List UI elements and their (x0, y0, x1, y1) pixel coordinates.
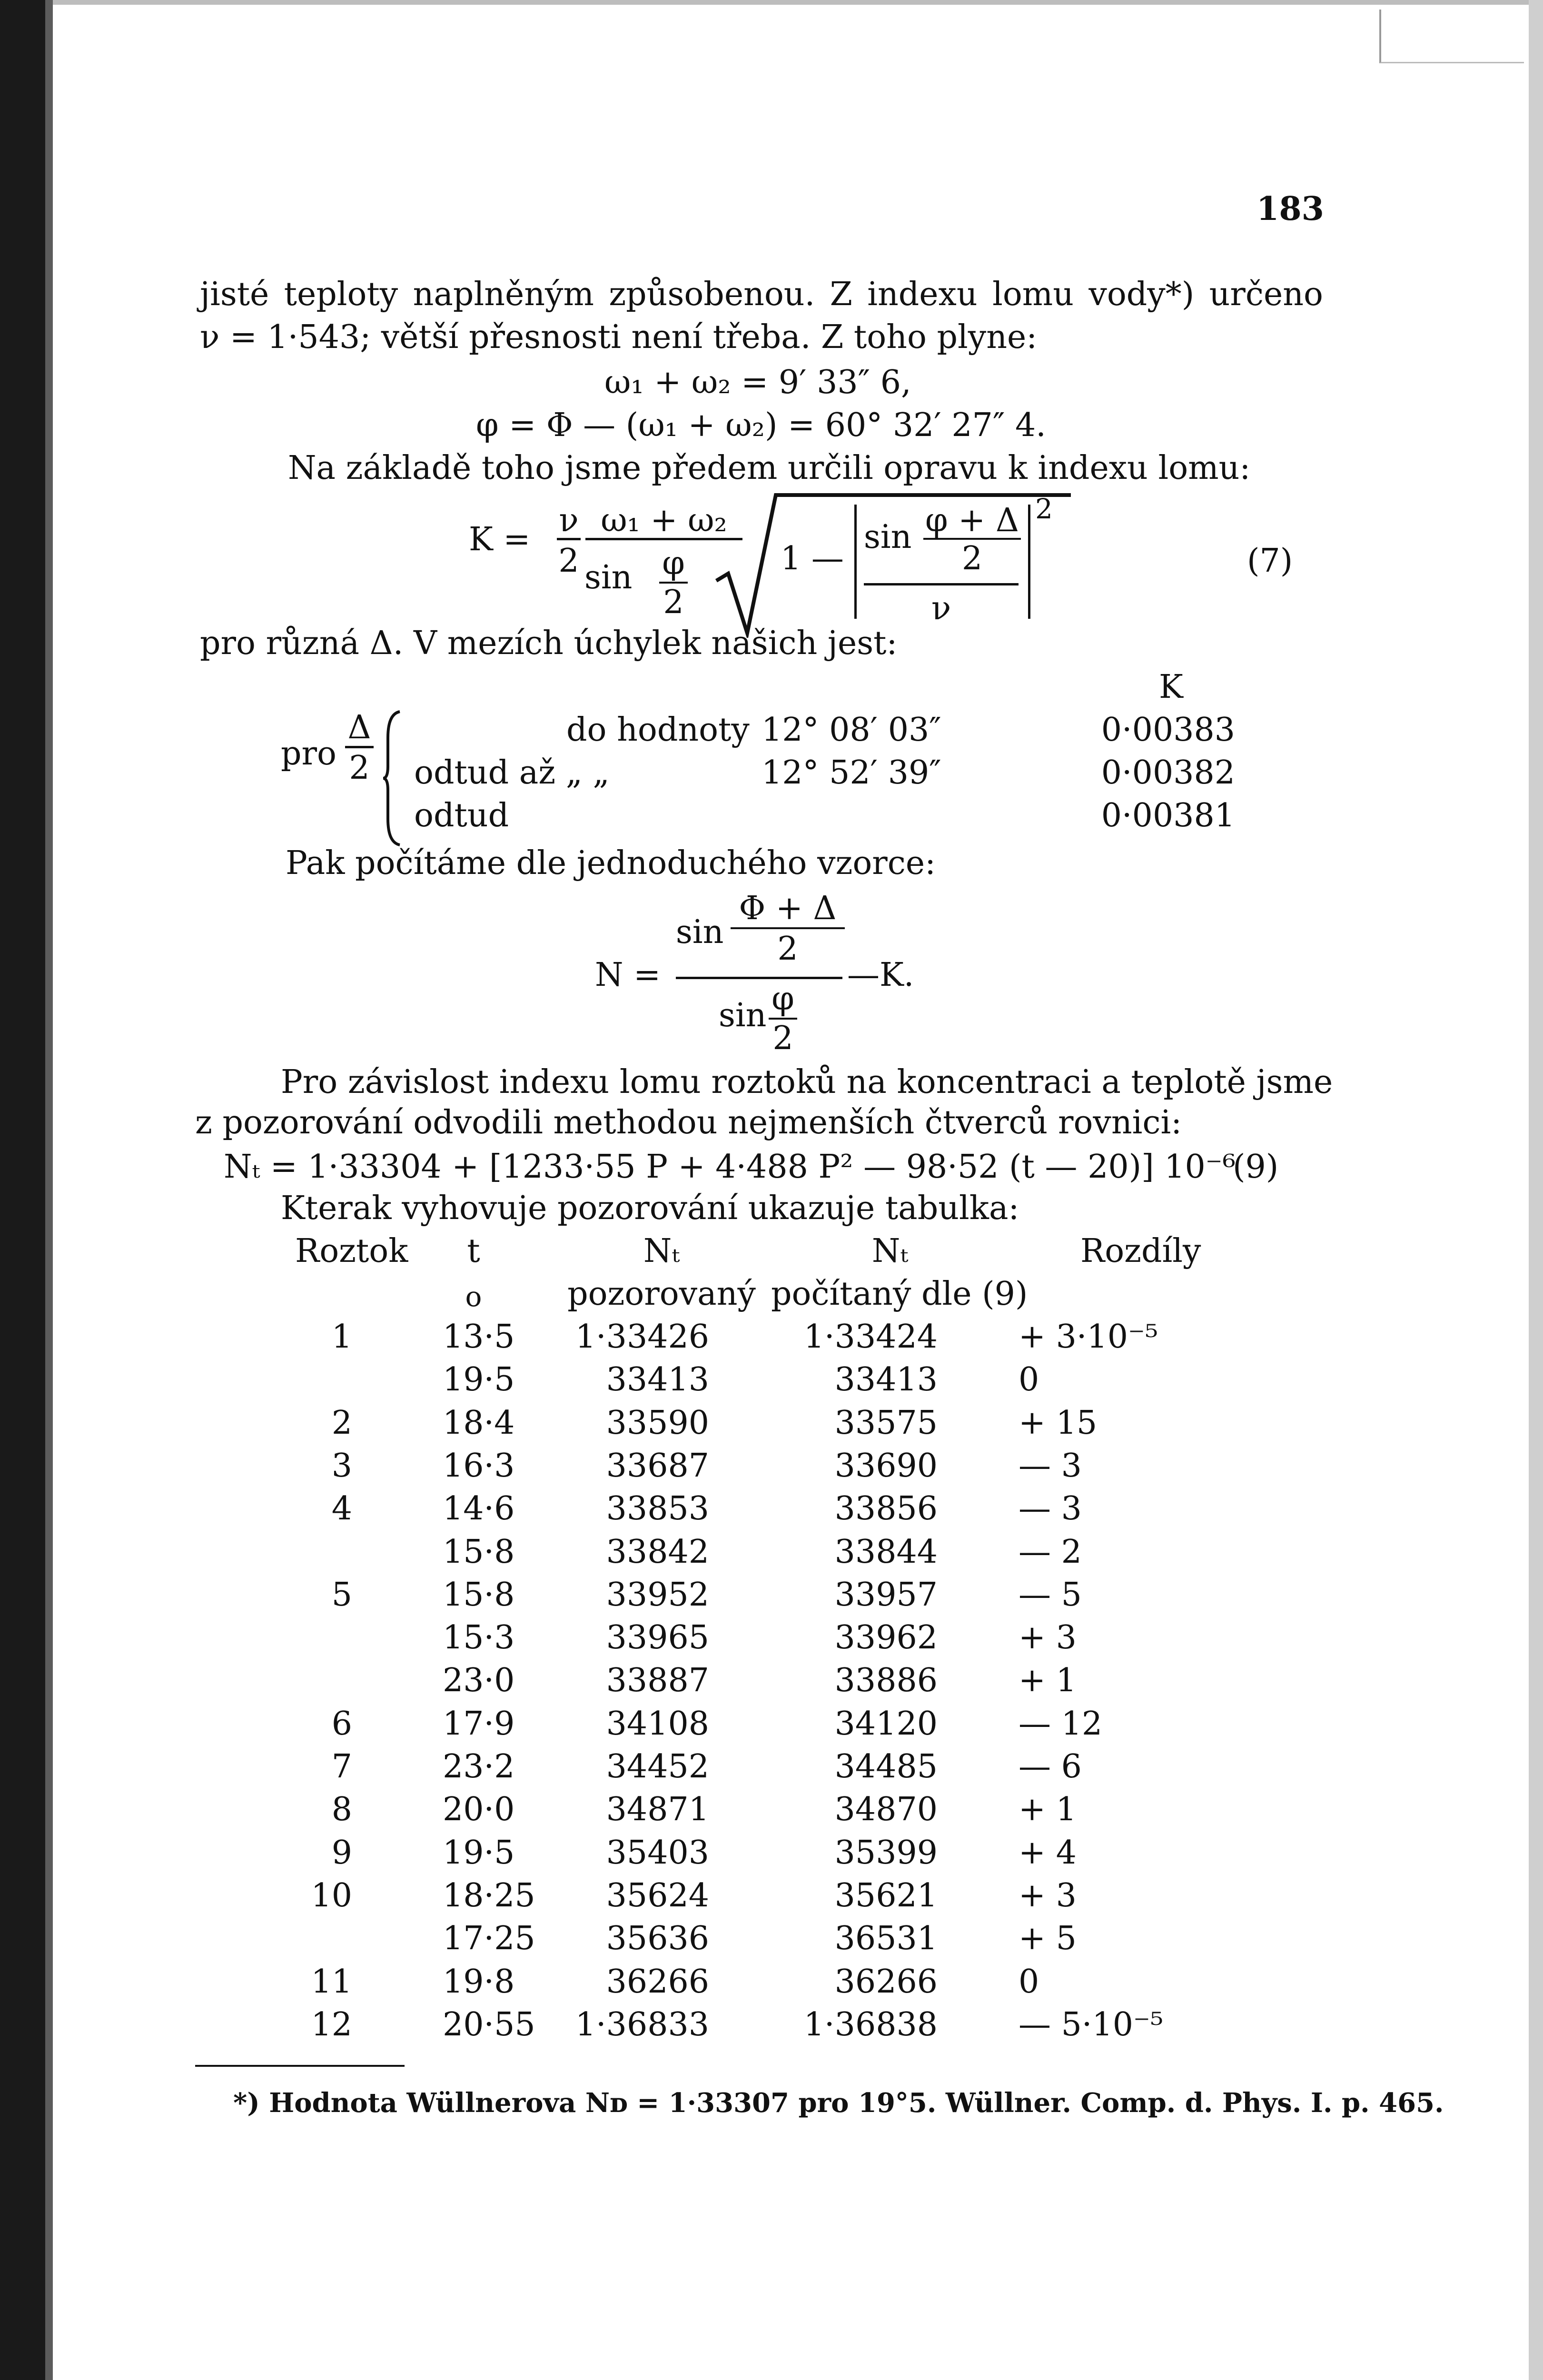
cell-observed: 33887 (606, 1662, 709, 1699)
formula7-label: (7) (1247, 542, 1293, 580)
equation-9: Nₜ = 1·33304 + [1233·55 P + 4·488 P² — 98·52 (t — 20)] 10⁻⁶ (224, 1148, 1236, 1186)
equation-9-label: (9) (1233, 1148, 1279, 1186)
para5-line2: z pozorování odvodili methodou nejmenších čtverců rovnici: (195, 1104, 1182, 1141)
formula-n-num-bar (731, 927, 845, 929)
k-table-delta-bottom: 2 (349, 749, 370, 787)
cell-difference: — 6 (1019, 1748, 1082, 1785)
cell-calculated: 33856 (834, 1490, 938, 1527)
equation-phi: φ = Φ — (ω₁ + ω₂) = 60° 32′ 27″ 4. (476, 407, 1046, 444)
table-header-differences: Rozdíly (1080, 1232, 1201, 1270)
cell-difference: — 5 (1019, 1576, 1082, 1614)
cell-difference: 0 (1019, 1963, 1039, 2001)
cell-calculated: 33886 (834, 1662, 938, 1699)
scan-border-right (1529, 0, 1543, 2380)
cell-difference: — 2 (1019, 1533, 1082, 1571)
cell-observed: 33687 (606, 1447, 709, 1485)
cell-observed: 33413 (606, 1361, 709, 1398)
cell-roztok: 11 (311, 1963, 352, 2001)
formula7-nu-top: ν (559, 502, 579, 539)
table-header-t-unit: o (465, 1280, 482, 1313)
cell-roztok: 5 (331, 1576, 352, 1614)
k-row-2-cond: odtud až „ „ (414, 754, 610, 792)
k-row-3-cond: odtud (414, 797, 509, 834)
k-table-brace (381, 709, 409, 847)
k-row-3-k: 0·00381 (1101, 797, 1235, 834)
cell-roztok: 6 (331, 1705, 352, 1743)
para6: Kterak vyhovuje pozorování ukazuje tabulka: (281, 1190, 1019, 1227)
cell-observed: 35403 (606, 1834, 709, 1872)
equation-omega-sum: ω₁ + ω₂ = 9′ 33″ 6, (604, 364, 911, 401)
formula-n-lhs: N = (595, 956, 661, 994)
cell-temperature: 20·55 (443, 2006, 535, 2043)
cell-calculated: 34870 (834, 1791, 938, 1828)
k-table-delta-bar (345, 746, 374, 748)
cell-roztok: 12 (311, 2006, 352, 2043)
cell-observed: 33853 (606, 1490, 709, 1527)
cell-temperature: 20·0 (443, 1791, 515, 1828)
cell-observed: 34452 (606, 1748, 709, 1785)
cell-temperature: 23·0 (443, 1662, 515, 1699)
cell-calculated: 33957 (834, 1576, 938, 1614)
cell-observed: 35636 (606, 1920, 709, 1957)
para1-line1: jisté teploty naplněným způsobenou. Z indexu lomu vody*) určeno (200, 276, 1323, 313)
k-table-delta-top: Δ (347, 709, 371, 746)
k-table-header: K (1159, 668, 1183, 706)
formula7-phi-bottom: 2 (663, 584, 684, 621)
cell-temperature: 16·3 (443, 1447, 515, 1485)
cell-temperature: 18·4 (443, 1404, 515, 1442)
cell-observed: 1·36833 (575, 2006, 709, 2043)
formula7-inner-num-top: φ + Δ (925, 502, 1019, 539)
cell-roztok: 1 (331, 1318, 352, 1356)
cell-roztok: 10 (311, 1877, 352, 1914)
formula7-sin-label: sin (584, 559, 633, 596)
table-header-nt-calculated: Nₜ (871, 1232, 909, 1270)
cell-difference: + 3·10⁻⁵ (1019, 1318, 1158, 1356)
cell-difference: + 3 (1019, 1619, 1077, 1656)
para4: Pak počítáme dle jednoduchého vzorce: (286, 844, 936, 882)
formula-n-main-bar (676, 977, 842, 979)
page-number: 183 (1256, 190, 1324, 228)
formula7-nu-bottom: 2 (558, 542, 579, 580)
table-header-nt-observed: Nₜ (643, 1232, 680, 1270)
cell-temperature: 19·5 (443, 1361, 515, 1398)
cell-observed: 34108 (606, 1705, 709, 1743)
formula7-phi-top: φ (662, 545, 685, 582)
formula7-one-minus: 1 — (781, 540, 844, 577)
cell-difference: + 4 (1019, 1834, 1077, 1872)
table-header-nt-observed-sub: pozorovaný (567, 1275, 756, 1313)
cell-temperature: 15·8 (443, 1533, 515, 1571)
cell-calculated: 35621 (834, 1877, 938, 1914)
cell-calculated: 36266 (834, 1963, 938, 2001)
cell-temperature: 14·6 (443, 1490, 515, 1527)
cell-roztok: 8 (331, 1791, 352, 1828)
formula-n-den-bottom: 2 (772, 1020, 793, 1057)
footnote-rule (195, 2065, 405, 2067)
cell-difference: — 12 (1019, 1705, 1103, 1743)
cell-calculated: 36531 (834, 1920, 938, 1957)
scan-border-left (0, 0, 45, 2380)
para5-line1: Pro závislost indexu lomu roztoků na koncentraci a teplotě jsme (281, 1063, 1333, 1101)
cell-difference: — 3 (1019, 1490, 1082, 1527)
cell-calculated: 34120 (834, 1705, 938, 1743)
cell-difference: + 1 (1019, 1791, 1077, 1828)
cell-observed: 36266 (606, 1963, 709, 2001)
cell-calculated: 33844 (834, 1533, 938, 1571)
formula7-inner-main-bar (864, 583, 1019, 585)
formula-n-num-sin: sin (676, 913, 724, 951)
cell-temperature: 15·8 (443, 1576, 515, 1614)
cell-temperature: 18·25 (443, 1877, 535, 1914)
k-row-2-value: 12° 52′ 39″ (762, 754, 941, 792)
formula-n-den-top: φ (772, 980, 794, 1018)
cell-calculated: 33575 (834, 1404, 938, 1442)
table-header-nt-calculated-sub: počítaný dle (9) (771, 1275, 1028, 1313)
cell-calculated: 33690 (834, 1447, 938, 1485)
scan-border-left-shadow (45, 0, 53, 2380)
para3: pro různá Δ. V mezích úchylek našich jest: (200, 625, 898, 662)
formula-n-den-sin: sin (719, 997, 767, 1034)
cell-observed: 34871 (606, 1791, 709, 1828)
k-row-1-k: 0·00383 (1101, 711, 1235, 749)
k-table-pro-label: pro (281, 735, 336, 773)
formula7-inner-den: ν (931, 590, 951, 627)
para1-line2: ν = 1·543; větší přesnosti není třeba. Z toho plyne: (200, 318, 1038, 356)
cell-roztok: 9 (331, 1834, 352, 1872)
formula7-inner-sin: sin (864, 518, 912, 556)
scan-border-top (53, 0, 1529, 5)
cell-difference: + 3 (1019, 1877, 1077, 1914)
k-row-1-cond: do hodnoty (566, 711, 750, 749)
formula7-omega-sum: ω₁ + ω₂ (601, 502, 727, 539)
formula7-inner-num-bottom: 2 (961, 540, 983, 577)
cell-roztok: 2 (331, 1404, 352, 1442)
cell-temperature: 15·3 (443, 1619, 515, 1656)
k-row-1-value: 12° 08′ 03″ (762, 711, 941, 749)
cell-difference: — 5·10⁻⁵ (1019, 2006, 1164, 2043)
cell-observed: 35624 (606, 1877, 709, 1914)
cell-calculated: 1·33424 (803, 1318, 938, 1356)
cell-roztok: 3 (331, 1447, 352, 1485)
cell-roztok: 4 (331, 1490, 352, 1527)
formula-n-num-bottom: 2 (777, 930, 798, 968)
cell-observed: 33952 (606, 1576, 709, 1614)
cell-calculated: 34485 (834, 1748, 938, 1785)
cell-calculated: 33962 (834, 1619, 938, 1656)
cell-temperature: 23·2 (443, 1748, 515, 1785)
footnote: *) Hodnota Wüllnerova Nᴅ = 1·33307 pro 19°5. Wüllner. Comp. d. Phys. I. p. 465. (233, 2087, 1444, 2119)
cell-observed: 33590 (606, 1404, 709, 1442)
cell-temperature: 13·5 (443, 1318, 515, 1356)
para2: Na základě toho jsme předem určili opravu k indexu lomu: (288, 449, 1251, 487)
table-header-roztok: Roztok (295, 1232, 408, 1270)
cell-difference: + 5 (1019, 1920, 1077, 1957)
formula7-lhs: K = (469, 521, 531, 558)
formula7-nu-bar (557, 538, 581, 540)
cell-difference: 0 (1019, 1361, 1039, 1398)
cell-temperature: 19·8 (443, 1963, 515, 2001)
cell-temperature: 17·25 (443, 1920, 535, 1957)
cell-difference: + 15 (1019, 1404, 1098, 1442)
table-header-t: t (467, 1232, 480, 1270)
k-row-2-k: 0·00382 (1101, 754, 1235, 792)
formula7-exponent: 2 (1035, 493, 1053, 525)
scan-corner-mark (1379, 10, 1524, 63)
cell-calculated: 1·36838 (803, 2006, 938, 2043)
cell-difference: + 1 (1019, 1662, 1077, 1699)
cell-calculated: 35399 (834, 1834, 938, 1872)
cell-calculated: 33413 (834, 1361, 938, 1398)
cell-temperature: 19·5 (443, 1834, 515, 1872)
cell-observed: 33965 (606, 1619, 709, 1656)
formula-n-rhs: —K. (847, 956, 914, 994)
cell-difference: — 3 (1019, 1447, 1082, 1485)
cell-roztok: 7 (331, 1748, 352, 1785)
formula-n-num-top: Φ + Δ (739, 890, 837, 927)
cell-temperature: 17·9 (443, 1705, 515, 1743)
cell-observed: 1·33426 (575, 1318, 709, 1356)
cell-observed: 33842 (606, 1533, 709, 1571)
